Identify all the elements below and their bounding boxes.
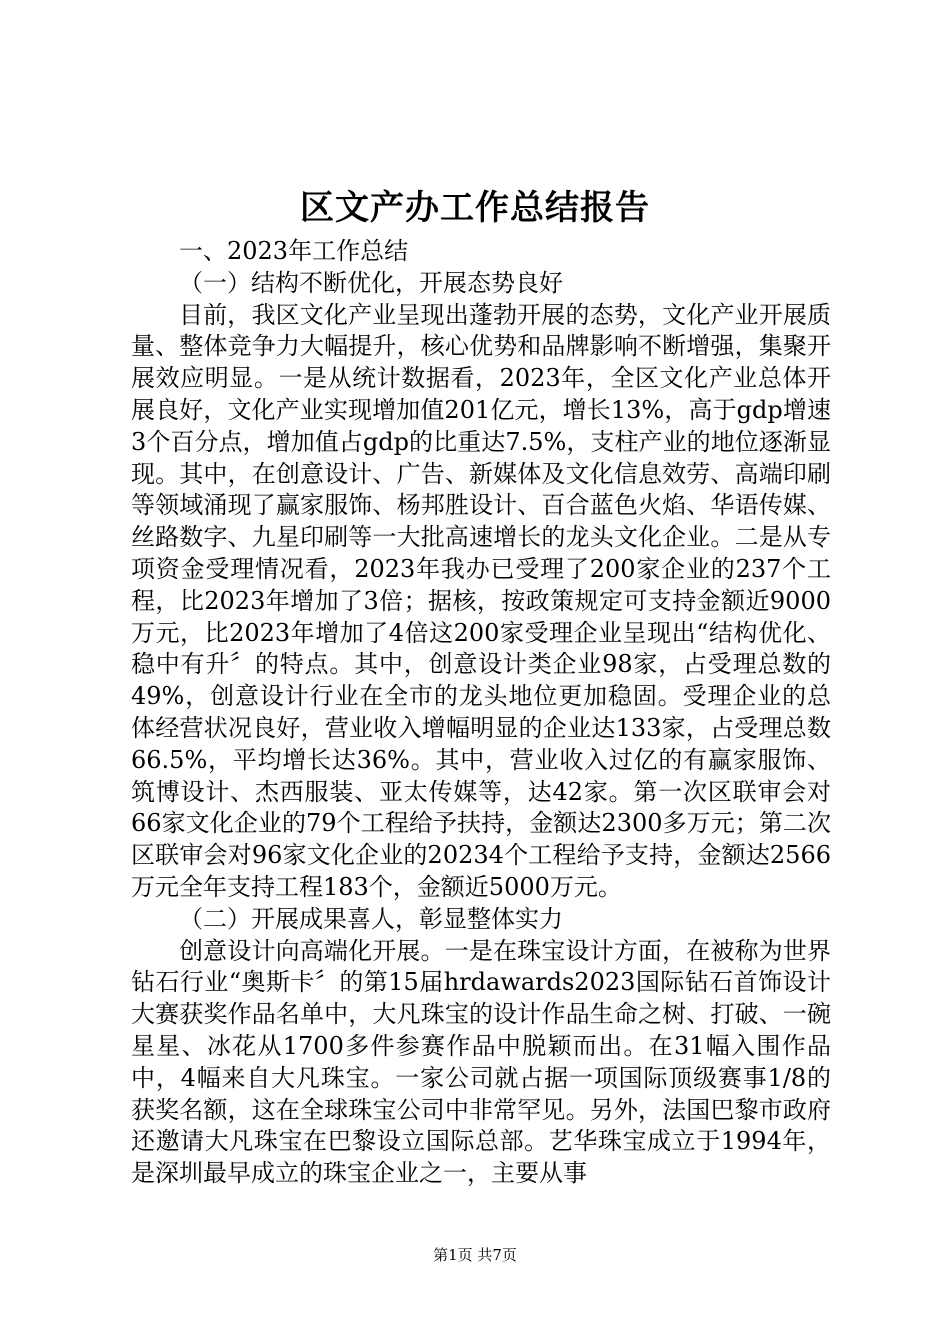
section-heading: 一、2023年工作总结 (179, 237, 409, 265)
page-footer: 第1页 共7页 (433, 1246, 517, 1264)
document-body (131, 236, 831, 1190)
body-paragraph: 创意设计向高端化开展。一是在珠宝设计方面，在被称为世界钻石行业“奥斯卡〞的第15届hrdawards2023国际钻石首饰设计大赛获奖作品名单中，大凡珠宝的设计作品生命之树、打破、一碗星星、冰花从1700多件参赛作品中脱颖而出。在31幅入围作品中，4幅来自大凡珠宝。一家公司就占据一项国际顶级赛事1/8的获奖名额，这在全球珠宝公司中非常罕见。另外，法国巴黎市政府还邀请大凡珠宝在巴黎设立国际总部。艺华珠宝成立于1994年，是深圳最早成立的珠宝企业之一，主要从事 (131, 936, 831, 1188)
body-paragraph: 目前，我区文化产业呈现出蓬勃开展的态势，文化产业开展质量、整体竞争力大幅提升，核心优势和品牌影响不断增强，集聚开展效应明显。一是从统计数据看，2023年，全区文化产业总体开展良好，文化产业实现增加值201亿元，增长13%，高于gdp增速3个百分点，增加值占gdp的比重达7.5%，支柱产业的地位逐渐显现。其中，在创意设计、广告、新媒体及文化信息效劳、高端印刷等领域涌现了赢家服饰、杨邦胜设计、百合蓝色火焰、华语传媒、丝路数字、九星印刷等一大批高速增长的龙头文化企业。二是从专项资金受理情况看，2023年我办已受理了200家企业的237个工程，比2023年增加了3倍；据核，按政策规定可支持金额近9000万元，比2023年增加了4倍这200家受理企业呈现出“结构优化、稳中有升〞的特点。其中，创意设计类企业98家，占受理总数的49%，创意设计行业在全市的龙头地位更加稳固。受理企业的总体经营状况良好，营业收入增幅明显的企业达133家，占受理总数66.5%，平均增长达36%。其中，营业收入过亿的有赢家服饰、筑博设计、杰西服装、亚太传媒等，达42家。第一次区联审会对66家文化企业的79个工程给予扶持，金额达2300多万元；第二次区联审会对96家文化企业的20234个工程给予支持，金额达2566万元全年支持工程183个，金额近5000万元。 (131, 300, 831, 901)
subsection-heading: （二）开展成果喜人，彰显整体实力 (179, 904, 563, 933)
subsection-heading: （一）结构不断优化，开展态势良好 (179, 268, 563, 297)
document-title: 区文产办工作总结报告 (300, 188, 650, 228)
